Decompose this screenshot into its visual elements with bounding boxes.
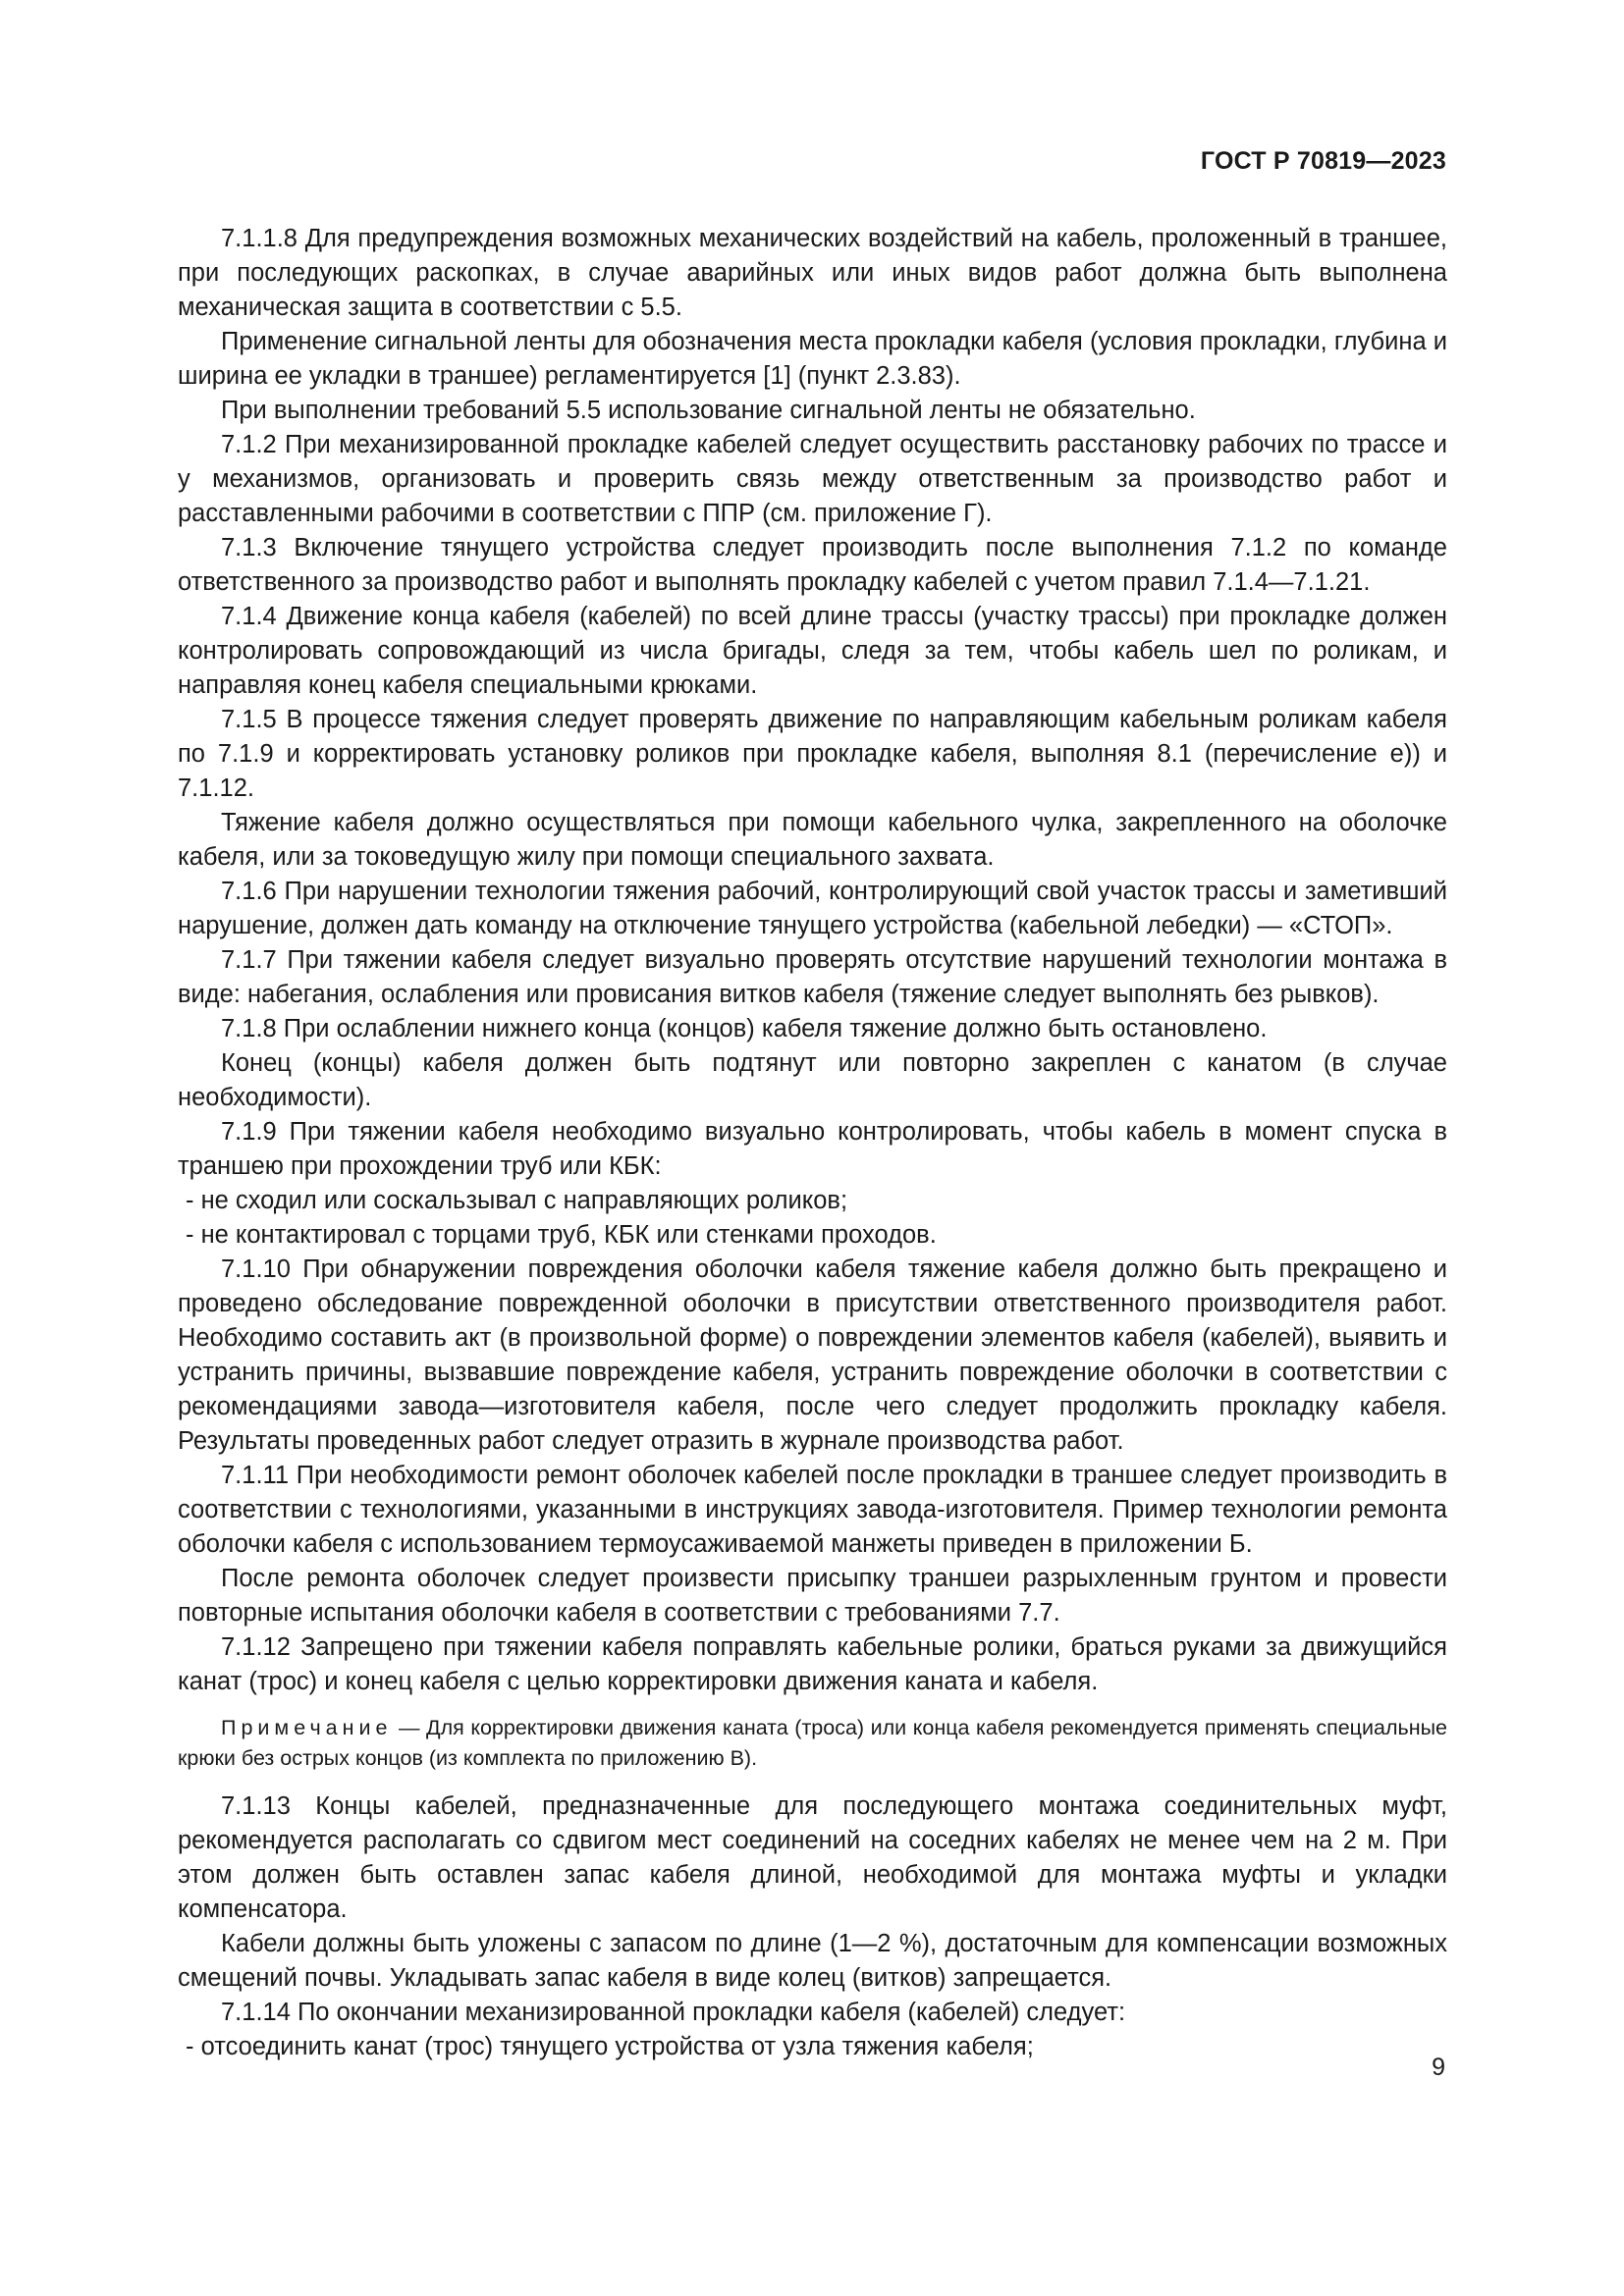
document-body	[178, 222, 1447, 2064]
document-code-header: ГОСТ Р 70819—2023	[1200, 147, 1446, 175]
note	[178, 1713, 1447, 1774]
paragraph-7-1-1-8: 7.1.1.8 Для предупреждения возможных механических воздействий на кабель, проложенный в траншее, при последующих раскопках, в случае аварийных или иных видов работ должна быть выполнена механическая защита в соответствии с 5.5.	[178, 225, 1447, 321]
paragraph-7-1-3: 7.1.3 Включение тянущего устройства следует производить после выполнения 7.1.2 по команде ответственного за производство работ и выполнять прокладку кабелей с учетом правил 7.1.4—7.1.21.	[178, 534, 1447, 596]
list-item: - не сходил или соскальзывал с направляющих роликов;	[186, 1187, 848, 1214]
paragraph-cable-slack: Кабели должны быть уложены с запасом по длине (1—2 %), достаточным для компенсации возможных смещений почвы. Укладывать запас кабеля в виде колец (витков) запрещается.	[178, 1930, 1447, 1992]
list-item: - отсоединить канат (трос) тянущего устройства от узла тяжения кабеля;	[186, 2033, 1034, 2060]
paragraph-7-1-12: 7.1.12 Запрещено при тяжении кабеля поправлять кабельные ролики, браться руками за движущийся канат (трос) и конец кабеля с целью корректировки движения каната и кабеля.	[178, 1633, 1447, 1695]
paragraph-7-1-4: 7.1.4 Движение конца кабеля (кабелей) по всей длине трассы (участку трассы) при прокладке должен контролировать сопровождающий из числа бригады, следя за тем, чтобы кабель шел по роликам, и направляя конец кабеля специальными крюками.	[178, 603, 1447, 699]
page-number: 9	[1432, 2054, 1445, 2081]
paragraph-cable-pulling: Тяжение кабеля должно осуществляться при помощи кабельного чулка, закрепленного на оболочке кабеля, или за токоведущую жилу при помощи специального захвата.	[178, 809, 1447, 871]
paragraph-after-repair: После ремонта оболочек следует произвести присыпку траншеи разрыхленным грунтом и провести повторные испытания оболочки кабеля в соответствии с требованиями 7.7.	[178, 1565, 1447, 1627]
paragraph-7-1-6: 7.1.6 При нарушении технологии тяжения рабочий, контролирующий свой участок трассы и заметивший нарушение, должен дать команду на отключение тянущего устройства (кабельной лебедки) — «СТОП».	[178, 878, 1447, 939]
paragraph-7-1-8: 7.1.8 При ослаблении нижнего конца (концов) кабеля тяжение должно быть остановлено.	[221, 1015, 1268, 1042]
list-item: - не контактировал с торцами труб, КБК или стенками проходов.	[186, 1221, 937, 1249]
paragraph-signal-tape-optional: При выполнении требований 5.5 использование сигнальной ленты не обязательно.	[221, 397, 1196, 424]
note-label: Примечание	[221, 1716, 393, 1739]
paragraph-cable-end: Конец (концы) кабеля должен быть подтянут или повторно закреплен с канатом (в случае необходимости).	[178, 1049, 1447, 1111]
paragraph-7-1-14: 7.1.14 По окончании механизированной прокладки кабеля (кабелей) следует:	[221, 1999, 1126, 2026]
paragraph-7-1-7: 7.1.7 При тяжении кабеля следует визуально проверять отсутствие нарушений технологии монтажа в виде: набегания, ослабления или провисания витков кабеля (тяжение следует выполнять без рывков).	[178, 946, 1447, 1008]
paragraph-7-1-2: 7.1.2 При механизированной прокладке кабелей следует осуществить расстановку рабочих по трассе и у механизмов, организовать и проверить связь между ответственным за производство работ и расставленными рабочими в соответствии с ППР (см. приложение Г).	[178, 431, 1447, 527]
paragraph-7-1-13: 7.1.13 Концы кабелей, предназначенные для последующего монтажа соединительных муфт, рекомендуется располагать со сдвигом мест соединений на соседних кабелях не менее чем на 2 м. При этом должен быть оставлен запас кабеля длиной, необходимой для монтажа муфты и укладки компенсатора.	[178, 1792, 1447, 1923]
paragraph-7-1-11: 7.1.11 При необходимости ремонт оболочек кабелей после прокладки в траншее следует производить в соответствии с технологиями, указанными в инструкциях завода-изготовителя. Пример технологии ремонта оболочки кабеля с использованием термоусаживаемой манжеты приведен в приложении Б.	[178, 1462, 1447, 1558]
paragraph-7-1-10: 7.1.10 При обнаружении повреждения оболочки кабеля тяжение кабеля должно быть прекращено и проведено обследование поврежденной оболочки в присутствии ответственного производителя работ. Необходимо составить акт (в произвольной форме) о повреждении элементов кабеля (кабелей), выявить и устранить причины, вызвавшие повреждение кабеля, устранить повреждение оболочки в соответствии с рекомендациями завода—изготовителя кабеля, после чего следует продолжить прокладку кабеля. Результаты проведенных работ следует отразить в журнале производства работ.	[178, 1255, 1447, 1455]
paragraph-signal-tape: Применение сигнальной ленты для обозначения места прокладки кабеля (условия прокладки, глубина и ширина ее укладки в траншее) регламентируется [1] (пункт 2.3.83).	[178, 328, 1447, 390]
note-text: — Для корректировки движения каната (троса) или конца кабеля рекомендуется применять специальные крюки без острых концов (из комплекта по приложению В).	[178, 1716, 1447, 1770]
paragraph-7-1-9: 7.1.9 При тяжении кабеля необходимо визуально контролировать, чтобы кабель в момент спуска в траншею при прохождении труб или КБК:	[178, 1118, 1447, 1180]
paragraph-7-1-5: 7.1.5 В процессе тяжения следует проверять движение по направляющим кабельным роликам кабеля по 7.1.9 и корректировать установку роликов при прокладке кабеля, выполняя 8.1 (перечисление е)) и 7.1.12.	[178, 706, 1447, 802]
